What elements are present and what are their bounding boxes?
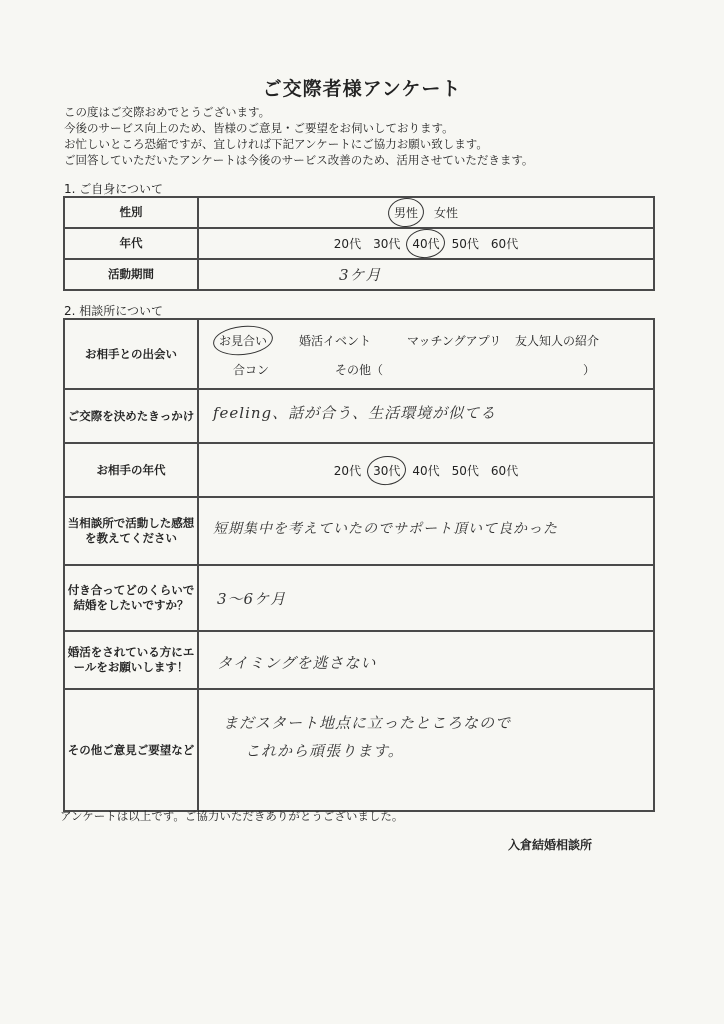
survey-title: ご交際者様アンケート	[262, 78, 462, 100]
meeting-option-friend[interactable]: 友人知人の紹介	[515, 334, 600, 348]
meeting-option-event[interactable]: 婚活イベント	[299, 334, 372, 348]
impression-label: 当相談所で活動した感想を教えてください	[64, 497, 198, 565]
marriage-timing-cell[interactable]	[198, 565, 654, 631]
section2-table	[63, 318, 655, 812]
partner-age-option-20[interactable]: 20代	[333, 463, 362, 478]
meeting-label: お相手との出会い	[64, 319, 198, 389]
impression-cell[interactable]	[198, 497, 654, 565]
cheer-cell[interactable]	[198, 631, 654, 689]
intro-line: この度はご交際おめでとうございます。	[64, 105, 271, 119]
age-option-20[interactable]: 20代	[333, 237, 362, 251]
activity-cell[interactable]	[198, 259, 654, 290]
activity-answer: 3ケ月	[339, 266, 382, 284]
age-label: 年代	[64, 228, 198, 259]
gender-cell	[198, 197, 654, 228]
cheer-answer: タイミングを逃さない	[217, 654, 377, 672]
other-answer-line1: まだスタート地点に立ったところなので	[223, 714, 512, 732]
impression-answer: 短期集中を考えていたのでサポート頂いて良かった	[213, 521, 558, 537]
age-option-50[interactable]: 50代	[451, 237, 479, 251]
section2-heading: 2. 相談所について	[64, 304, 164, 318]
intro-line: ご回答していただいたアンケートは今後のサービス改善のため、活用させていただきます。	[64, 153, 534, 167]
other-cell[interactable]	[198, 689, 654, 811]
age-cell	[198, 228, 654, 259]
gender-option-male[interactable]: 男性	[393, 206, 418, 220]
meeting-option-app[interactable]: マッチングアプリ	[407, 334, 502, 348]
office-name: 入倉結婚相談所	[508, 838, 593, 852]
other-answer-line2: これから頑張ります。	[245, 742, 404, 760]
footer-text: アンケートは以上です。ご協力いただきありがとうございました。	[60, 809, 404, 823]
age-option-40[interactable]: 40代	[412, 237, 440, 251]
reason-answer: feeling、話が合う、生活環境が似てる	[213, 404, 497, 422]
meeting-option-goukon[interactable]: 合コン	[233, 363, 270, 377]
meeting-option-other[interactable]: その他（	[335, 363, 384, 377]
age-option-60[interactable]: 60代	[490, 237, 519, 251]
intro-text	[64, 104, 533, 168]
reason-cell[interactable]	[198, 389, 654, 443]
intro-line: お忙しいところ恐縮ですが、宜しければ下記アンケートにご協力お願い致します。	[64, 137, 488, 151]
partner-age-option-50[interactable]: 50代	[451, 463, 479, 478]
meeting-option-omiai[interactable]: お見合い	[219, 334, 268, 348]
gender-option-female[interactable]: 女性	[434, 206, 459, 220]
marriage-timing-answer: 3〜6ケ月	[217, 590, 287, 608]
section1-table	[63, 196, 655, 291]
age-option-30[interactable]: 30代	[373, 237, 401, 251]
meeting-cell	[198, 319, 654, 389]
cheer-label: 婚活をされている方にエールをお願いします！	[64, 631, 198, 689]
intro-line: 今後のサービス向上のため、皆様のご意見・ご要望をお伺いしております。	[64, 121, 454, 135]
reason-label: ご交際を決めたきっかけ	[64, 389, 198, 443]
partner-age-option-30[interactable]: 30代	[373, 463, 401, 478]
partner-age-label: お相手の年代	[64, 443, 198, 497]
marriage-timing-label: 付き合ってどのくらいで結婚をしたいですか？	[64, 565, 198, 631]
meeting-option-other-close: ）	[583, 363, 596, 377]
gender-label: 性別	[64, 197, 198, 228]
section1-heading: 1. ご自身について	[64, 182, 164, 196]
other-label: その他ご意見ご要望など	[64, 689, 198, 811]
partner-age-option-40[interactable]: 40代	[412, 463, 440, 478]
partner-age-cell	[198, 443, 654, 497]
partner-age-option-60[interactable]: 60代	[490, 463, 519, 478]
activity-label: 活動期間	[64, 259, 198, 290]
